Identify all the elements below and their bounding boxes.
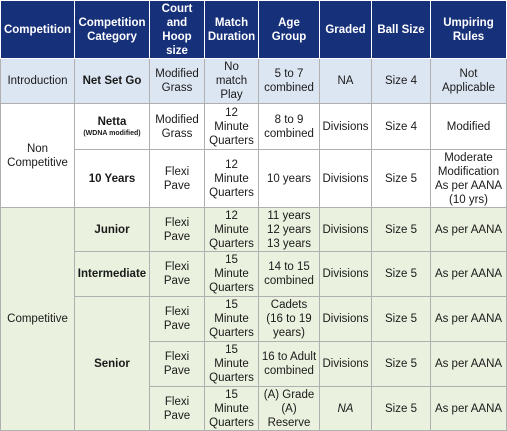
table-row xyxy=(1,208,507,252)
header-graded: Graded xyxy=(320,1,372,59)
cell-duration: 12 Minute Quarters xyxy=(205,150,259,208)
cell-age: Cadets (16 to 19 years) xyxy=(259,297,320,342)
cell-court: Flexi Pave xyxy=(150,150,205,208)
cell-court: Flexi Pave xyxy=(150,208,205,252)
header-row xyxy=(1,1,507,59)
cell-ball: Size 5 xyxy=(372,252,431,297)
cell-duration: 15 Minute Quarters xyxy=(205,342,259,387)
cell-ball: Size 5 xyxy=(372,208,431,252)
header-ball: Ball Size xyxy=(372,1,431,59)
header-category: Competition Category xyxy=(75,1,150,59)
cell-duration: 12 Minute Quarters xyxy=(205,208,259,252)
header-umpiring: Umpiring Rules xyxy=(431,1,507,59)
category-note: (WDNA modified) xyxy=(83,130,141,137)
cell-umpiring: As per AANA xyxy=(431,208,507,252)
cell-competition: Introduction xyxy=(1,59,75,104)
header-competition: Competition xyxy=(1,1,75,59)
cell-ball: Size 4 xyxy=(372,104,431,150)
cell-graded: NA xyxy=(320,387,372,431)
cell-graded: NA xyxy=(320,59,372,104)
cell-ball: Size 4 xyxy=(372,59,431,104)
cell-category xyxy=(75,104,150,150)
cell-category: 10 Years xyxy=(75,150,150,208)
cell-graded: Divisions xyxy=(320,297,372,342)
cell-age: 10 years xyxy=(259,150,320,208)
table-row xyxy=(1,104,507,150)
cell-ball: Size 5 xyxy=(372,387,431,431)
cell-ball: Size 5 xyxy=(372,342,431,387)
table-row xyxy=(1,297,507,342)
header-duration: Match Duration xyxy=(205,1,259,59)
table-row xyxy=(1,59,507,104)
cell-umpiring: Moderate Modification As per AANA (10 yrs) xyxy=(431,150,507,208)
cell-umpiring: Not Applicable xyxy=(431,59,507,104)
cell-umpiring: As per AANA xyxy=(431,252,507,297)
table-row xyxy=(1,150,507,208)
cell-court: Modified Grass xyxy=(150,104,205,150)
cell-ball: Size 5 xyxy=(372,297,431,342)
cell-age: (A) Grade (A) Reserve xyxy=(259,387,320,431)
cell-age: 8 to 9 combined xyxy=(259,104,320,150)
cell-age: 16 to Adult combined xyxy=(259,342,320,387)
cell-graded: Divisions xyxy=(320,104,372,150)
table-row xyxy=(1,252,507,297)
cell-graded: Divisions xyxy=(320,208,372,252)
cell-age: 5 to 7 combined xyxy=(259,59,320,104)
cell-category: Junior xyxy=(75,208,150,252)
cell-age: 14 to 15 combined xyxy=(259,252,320,297)
cell-graded: Divisions xyxy=(320,342,372,387)
cell-competition: Non Competitive xyxy=(1,104,75,208)
cell-court: Flexi Pave xyxy=(150,387,205,431)
cell-category: Senior xyxy=(75,297,150,431)
cell-umpiring: As per AANA xyxy=(431,297,507,342)
cell-court: Flexi Pave xyxy=(150,342,205,387)
cell-age: 11 years 12 years 13 years xyxy=(259,208,320,252)
cell-umpiring: Modified xyxy=(431,104,507,150)
cell-graded: Divisions xyxy=(320,252,372,297)
cell-court: Flexi Pave xyxy=(150,252,205,297)
cell-duration: No match Play xyxy=(205,59,259,104)
cell-umpiring: As per AANA xyxy=(431,387,507,431)
category-label: Netta xyxy=(97,116,127,128)
cell-court: Modified Grass xyxy=(150,59,205,104)
cell-duration: 15 Minute Quarters xyxy=(205,252,259,297)
header-court: Court and Hoop size xyxy=(150,1,205,59)
header-age: Age Group xyxy=(259,1,320,59)
cell-category: Net Set Go xyxy=(75,59,150,104)
cell-court: Flexi Pave xyxy=(150,297,205,342)
cell-duration: 15 Minute Quarters xyxy=(205,387,259,431)
cell-category: Intermediate xyxy=(75,252,150,297)
cell-graded: Divisions xyxy=(320,150,372,208)
cell-competition: Competitive xyxy=(1,208,75,431)
cell-duration: 15 Minute Quarters xyxy=(205,297,259,342)
cell-duration: 12 Minute Quarters xyxy=(205,104,259,150)
cell-ball: Size 5 xyxy=(372,150,431,208)
cell-umpiring: As per AANA xyxy=(431,342,507,387)
